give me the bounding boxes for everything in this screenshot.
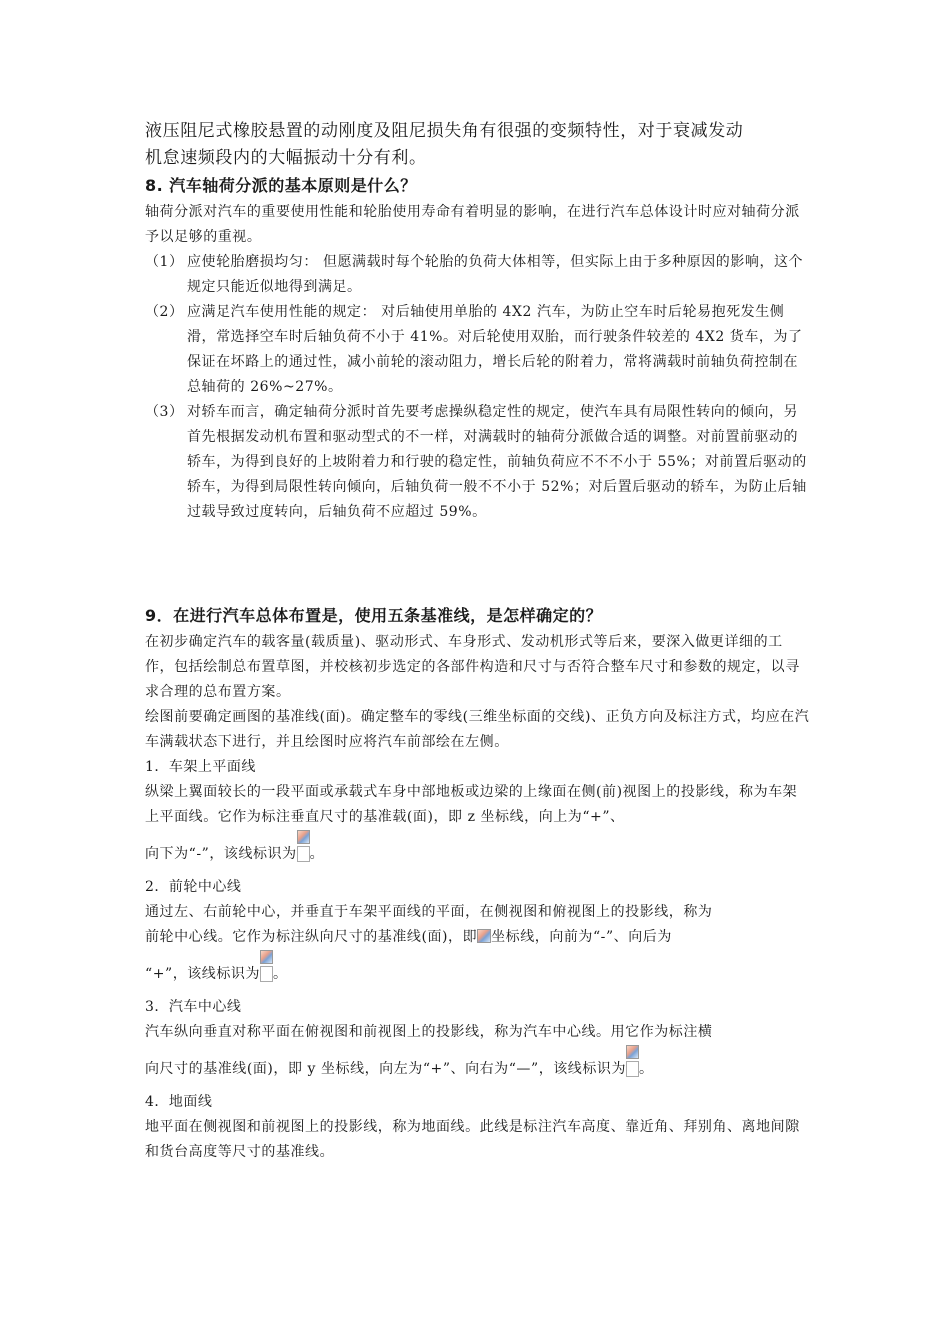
text-run: 坐标线，向前为“-”、向后为: [491, 929, 672, 945]
front-wheel-symbol-image-icon: [260, 950, 273, 982]
item-number: （2）: [145, 304, 184, 320]
x-axis-symbol-image-icon: [477, 929, 491, 943]
item-text: 对轿车而言，确定轴荷分派时首先要考虑操纵稳定性的规定，使汽车具有局限性转向的倾向，另首先根据发动机布置和驱动型式的不一样，对满载时的轴荷分派做合适的调整。对前置前驱动的轿车，为得到良好的上坡附着力和行驶的稳定性，前轴负荷应不不不小于 55%；对前置后驱动的轿车，为得到局限性转向倾向，后轴负荷一般不不小于 52%；对后置后驱动的轿车，为防止后轴过载导致过度转向，后轴负荷不应超过 59%。: [187, 404, 807, 520]
z-axis-symbol-image-icon: [297, 830, 310, 862]
y-axis-symbol-image-icon: [626, 1045, 639, 1077]
document-page: [145, 118, 810, 1165]
subsection-4-title: 4．地面线: [145, 1094, 213, 1110]
text-line: [145, 846, 324, 862]
subsection-2-text: [145, 900, 810, 995]
q9-paragraph-1: 在初步确定汽车的载客量(载质量)、驱动形式、车身形式、发动机形式等后来，要深入做更详细的工作，包括绘制总布置草图，并校核初步选定的各部件构造和尺寸与否符合整车尺寸和参数的规定，以寻求合理的总布置方案。: [145, 634, 800, 700]
text-run: 向尺寸的基准线(面)，即 y 坐标线，向左为“+”、向右为“—”，该线标识为: [145, 1061, 626, 1077]
text-line: [145, 1061, 654, 1077]
subsection-1-text: [145, 780, 810, 875]
subsection-4-text: 地平面在侧视图和前视图上的投影线，称为地面线。此线是标注汽车高度、靠近角、拜别角、离地间隙和货台高度等尺寸的基准线。: [145, 1119, 800, 1160]
intro-paragraph: [145, 118, 810, 172]
item-number: （1）: [145, 254, 184, 270]
subsection-3-text: [145, 1020, 810, 1090]
text-run: 通过左、右前轮中心，并垂直于车架平面线的平面，在侧视图和俯视图上的投影线，称为: [145, 904, 713, 920]
text-run: 。: [639, 1061, 654, 1077]
q8-intro: 轴荷分派对汽车的重要使用性能和轮胎使用寿命有着明显的影响，在进行汽车总体设计时应对轴荷分派予以足够的重视。: [145, 204, 800, 245]
section-spacer: [145, 525, 810, 602]
item-number: （3）: [145, 404, 184, 420]
text-run: 。: [309, 846, 325, 862]
text-run: 汽车纵向垂直对称平面在俯视图和前视图上的投影线，称为汽车中心线。用它作为标注横: [145, 1024, 713, 1040]
q8-item-2: [145, 300, 810, 400]
q8-heading: 8. 汽车轴荷分派的基本原则是什么？: [145, 176, 417, 195]
subsection-2-title: 2．前轮中心线: [145, 879, 242, 895]
text-run: 纵梁上翼面较长的一段平面或承载式车身中部地板或边梁的上缘面在侧(前)视图上的投影线，称为车架上平面线。它作为标注垂直尺寸的基准载(面)，即 z 坐标线，向上为“+”、: [145, 784, 798, 825]
item-text: 应满足汽车使用性能的规定： 对后轴使用单胎的 4X2 汽车，为防止空车时后轮易抱死发生侧滑，常选择空车时后轴负荷不小于 41%。对后轮使用双胎，而行驶条件较差的 4X2 货车，为了保证在坏路上的通过性，减小前轮的滚动阻力，增长后轮的附着力，常将满载时前轴负荷控制在总轴荷的 26%~27%。: [187, 304, 803, 395]
q9-paragraph-2: 绘图前要确定画图的基准线(面)。确定整车的零线(三维坐标面的交线)、正负方向及标注方式，均应在汽车满载状态下进行，并且绘图时应将汽车前部绘在左侧。: [145, 709, 810, 750]
q9-heading: 9．在进行汽车总体布置是，使用五条基准线，是怎样确定的？: [145, 606, 603, 625]
item-text: 应使轮胎磨损均匀： 但愿满载时每个轮胎的负荷大体相等，但实际上由于多种原因的影响，这个规定只能近似地得到满足。: [187, 254, 804, 295]
intro-line-1: 液压阻尼式橡胶悬置的动刚度及阻尼损失角有很强的变频特性，对于衰减发动: [145, 121, 744, 141]
text-run: “+”，该线标识为: [145, 966, 260, 982]
q8-item-3: [145, 400, 810, 525]
subsection-1-title: 1．车架上平面线: [145, 759, 256, 775]
text-run: 。: [273, 966, 288, 982]
text-line: [145, 966, 288, 982]
intro-line-2: 机怠速频段内的大幅振动十分有利。: [145, 148, 427, 168]
q8-item-1: [145, 250, 810, 300]
text-run: 向下为“-”，该线标识为: [145, 846, 297, 862]
subsection-3-title: 3．汽车中心线: [145, 999, 242, 1015]
text-run: 前轮中心线。它作为标注纵向尺寸的基准线(面)，即: [145, 929, 478, 945]
